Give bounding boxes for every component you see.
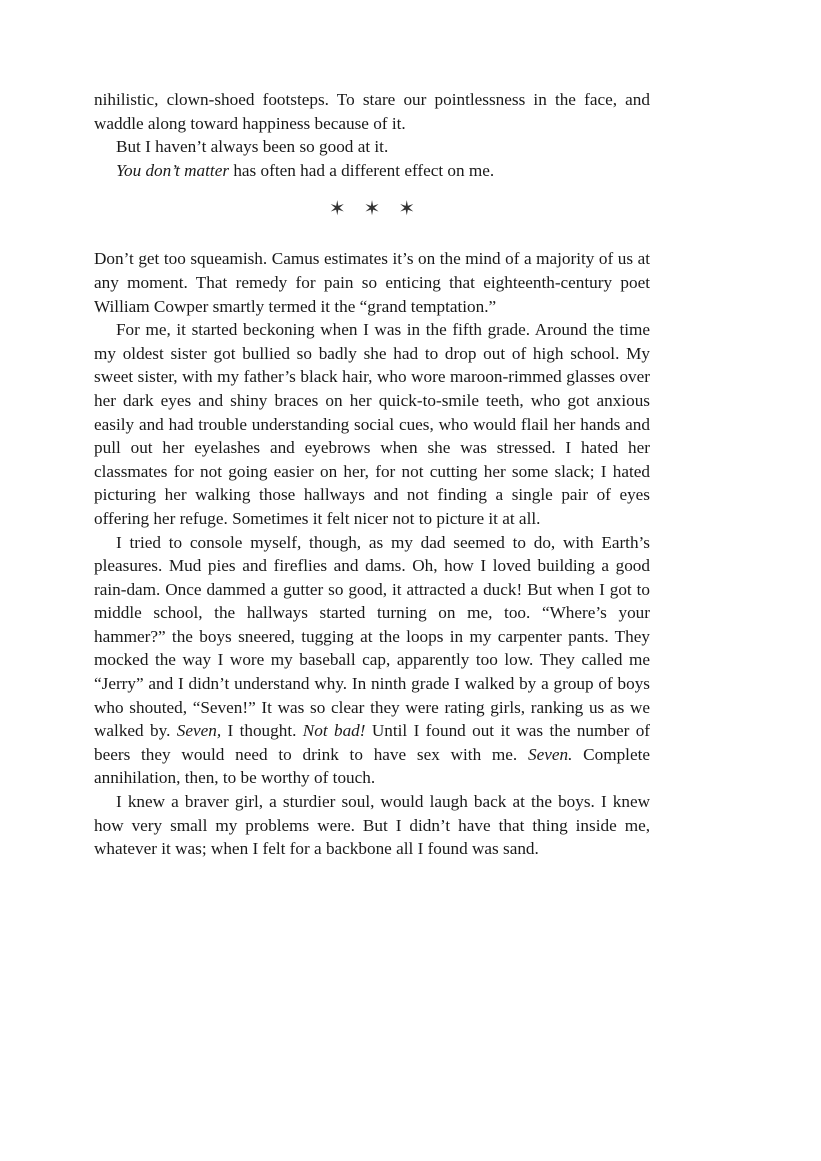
paragraph-text: I thought.	[221, 721, 303, 741]
paragraph-text: I tried to console myself, though, as my dad seemed to do, with Earth’s pleasures. Mud pies and fireflies and dams. Oh, how I loved building a good rain-dam. Once dammed a gutter so good, it attracted a duck! But when I got to middle school, the hallways started turning on me, too. “Where’s your hammer?” the boys sneered, tugging at the loops in my carpenter pants. They mocked the way I wore my baseball cap, apparently too low. They called me “Jerry” and I didn’t understand why. In ninth grade I walked by a group of boys who shouted, “Seven!” It was so clear they were rating girls, ranking us as we walked by.	[94, 532, 650, 741]
paragraph	[94, 159, 650, 183]
asterism-star-icon: ✶	[398, 198, 416, 221]
italic-phrase: Seven,	[176, 721, 222, 741]
asterism-star-icon: ✶	[363, 198, 381, 221]
section-break	[94, 197, 650, 221]
paragraph: For me, it started beckoning when I was in the fifth grade. Around the time my oldest sister got bullied so badly she had to drop out of high school. My sweet sister, with my father’s black hair, who wore maroon-rimmed glasses over her dark eyes and shiny braces on her quick-to-smile teeth, who got anxious easily and had trouble understanding social cues, who would flail her hands and pull out her eyelashes and eyebrows when she was stressed. I hated her classmates for not going easier on her, for not cutting her some slack; I hated picturing her walking those hallways and not finding a single pair of eyes offering her refuge. Sometimes it felt nicer not to picture it at all.	[94, 320, 650, 528]
paragraph-text: Until I found out it was the number of beers they would need to drink to have sex with me.	[94, 721, 651, 764]
paragraph: Don’t get too squeamish. Camus estimates it’s on the mind of a majority of us at any moment. That remedy for pain so enticing that eighteenth-century poet William Cowper smartly termed it the “grand temptation.”	[94, 249, 650, 316]
italic-phrase: Not bad!	[302, 721, 366, 741]
paragraph-continued: nihilistic, clown-shoed footsteps. To stare our pointlessness in the face, and waddle along toward happiness because of it.	[94, 90, 650, 133]
paragraph: But I haven’t always been so good at it.	[116, 137, 389, 157]
italic-phrase: Seven.	[528, 744, 573, 764]
italic-phrase: You don’t matter	[116, 160, 230, 180]
book-page	[94, 88, 650, 861]
paragraph-text: has often had a different effect on me.	[229, 160, 495, 180]
paragraph-text: Complete annihilation, then, to be worthy of touch.	[94, 744, 650, 788]
asterism-star-icon: ✶	[328, 198, 346, 221]
paragraph: I knew a braver girl, a sturdier soul, would laugh back at the boys. I knew how very small my problems were. But I didn’t have that thing inside me, whatever it was; when I felt for a backbone all I found was sand.	[94, 792, 650, 859]
paragraph	[94, 531, 650, 791]
